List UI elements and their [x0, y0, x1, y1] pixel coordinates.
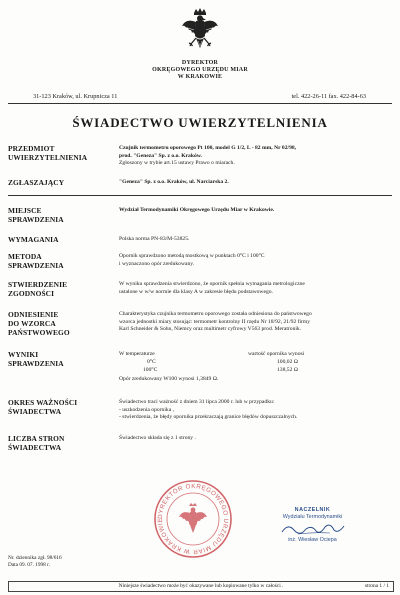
results-row-temp: 0°C	[147, 359, 156, 365]
page-indicator: strona 1 / 1	[364, 583, 389, 589]
value-metoda: Opornik sprawdzono metodą mostkową w punktach 0°C i 100°C i wyznaczono opór zredukowany.	[119, 253, 265, 267]
value-odniesienie: Charakterystyka czujnika termometru oporowego została odniesiona do państwowego wzorca jednostki miary stosując: termometr kontrolny II rzędu Nr 18/92, 21/92 firmy Karl Schneider & Sohn, Niemcy oraz multimetr cyfrowy V563 prod. Meratronik.	[119, 311, 312, 333]
header-divider	[8, 103, 392, 104]
issue-date: Data 09. 07. 1998 r.	[8, 562, 50, 568]
label-odniesienie: ODNIESIENIE DO WZORCA PAŃSTWOWEGO	[8, 310, 70, 337]
label-miejsce: MIEJSCE SPRAWDZENIA	[8, 206, 64, 224]
value-liczba: Świadectwo składa się z 1 strony .	[119, 435, 196, 441]
header-line-2: OKRĘGOWEGO URZĘDU MIAR	[152, 67, 248, 73]
value-stwierdzenie: W wyniku sprawdzenia stwierdzono, że opornik spełnia wymagania metrologiczne ustalone w w/w normie dla klasy A w zakresie błędu podstawowego.	[119, 281, 305, 295]
label-metoda: METODA SPRAWDZENIA	[8, 252, 64, 270]
office-phone: tel. 422-26-11 fax. 422-84-63	[291, 93, 366, 100]
value-okres: Świadectwo traci ważność z dniem 31 lipca 2000 r. lub w przypadku: - uszkodzenia opornika , - stwierdzenia, że błędy opornika przekraczają granice błędów dopuszczalnych.	[119, 399, 298, 421]
results-row-value: 100,02 Ω	[277, 359, 298, 365]
seal-text: DYREKTOR OKRĘGOWEGO URZĘDU MIAR W KRAKOWIE	[156, 482, 230, 556]
results-row-value: 138,52 Ω	[277, 367, 298, 373]
label-wyniki: WYNIKI SPRAWDZENIA	[8, 350, 64, 368]
value-miejsce: Wydział Termodynamiki Okręgowego Urzędu Miar w Krakowie.	[119, 207, 275, 213]
results-col1-header: W temperaturze	[119, 351, 155, 357]
header-line-1: DYREKTOR	[181, 60, 219, 66]
section-divider	[8, 195, 392, 196]
handwritten-signature-icon	[278, 521, 348, 537]
header-line-3: W KRAKOWIE	[177, 74, 223, 80]
results-row-temp: 100°C	[143, 367, 158, 373]
label-okres: OKRES WAŻNOŚCI ŚWIADECTWA	[8, 398, 78, 416]
signature-block: NACZELNIK Wydziału Termodynamiki inż. Wiesław Ociepa	[270, 507, 355, 543]
value-wymagania: Polska norma PN-83/M-53825.	[119, 236, 190, 242]
address-row	[33, 93, 366, 100]
document-title: ŚWIADECTWO UWIERZYTELNIENIA	[72, 115, 328, 130]
value-przedmiot: Czujnik termometru oporowego Pt 100, model G 1/2, L - 82 mm, Nr 02/98, prod. "Geneza" Sp. z o.o. Kraków. Zgłoszony w trybie art.15 ustawy Prawo o miarach.	[119, 145, 297, 167]
polish-eagle-emblem-icon	[180, 8, 220, 56]
label-wymagania: WYMAGANIA	[8, 235, 59, 244]
label-zglaszajacy: ZGŁASZAJĄCY	[8, 178, 65, 187]
label-przedmiot: PRZEDMIOT UWIERZYTELNIENIA	[8, 144, 88, 162]
journal-number: Nr. dziennika zgł. 98/616	[8, 555, 62, 561]
results-col2-header: wartość opornika wynosi	[248, 351, 305, 357]
footer-notice: Niniejsze świadectwo może być okazywane lub kopiowane tylko w całości .	[118, 583, 284, 589]
office-address: 31-123 Kraków, ul. Krupnicza 11	[33, 93, 118, 100]
footer-notice-box	[8, 581, 394, 592]
official-round-seal-icon	[152, 478, 234, 560]
label-liczba: LICZBA STRON ŚWIADECTWA	[8, 434, 65, 452]
results-reduced: Opór zredukowany W100 wynosi 1,3849 Ω.	[119, 376, 219, 382]
value-zglaszajacy: "Geneza" Sp. z o.o. Kraków, ul. Narciarska 2.	[119, 179, 229, 185]
label-stwierdzenie: STWIERDZENIE ZGODNOŚCI	[8, 280, 68, 298]
